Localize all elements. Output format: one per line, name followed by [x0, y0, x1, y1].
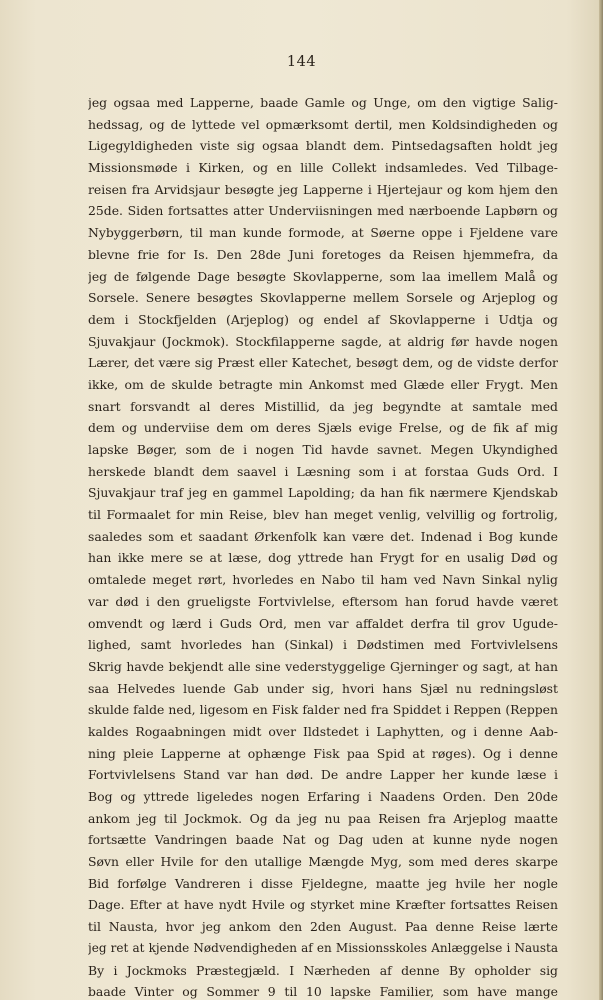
- text-line: Søvn eller Hvile for den utallige Mængde Myg, som med deres skarpe: [88, 854, 558, 870]
- text-line: jeg ret at kjende Nødvendigheden af en Missionsskoles Anlæggelse i Nausta: [88, 940, 558, 955]
- page-number: 144: [286, 54, 317, 70]
- body-text: [88, 92, 558, 1000]
- text-line: Lærer, det være sig Præst eller Katechet, besøgt dem, og de vidste derfor: [88, 355, 558, 371]
- text-line: ankom jeg til Jockmok. Og da jeg nu paa Reisen fra Arjeplog maatte: [88, 810, 558, 826]
- text-line: Nybyggerbørn, til man kunde formode, at Søerne oppe i Fjeldene vare: [88, 225, 558, 241]
- text-line: omtalede meget rørt, hvorledes en Nabo til ham ved Navn Sinkal nylig: [88, 572, 558, 588]
- text-line: saaledes som et saadant Ørkenfolk kan være det. Indenad i Bog kunde: [88, 528, 558, 544]
- text-line: Bog og yttrede ligeledes nogen Erfaring i Naadens Orden. Den 20de: [88, 789, 558, 804]
- text-line: fortsætte Vandringen baade Nat og Dag uden at kunne nyde nogen: [88, 832, 558, 848]
- text-line: Bid forfølge Vandreren i disse Fjeldegne, maatte jeg hvile her nogle: [88, 875, 558, 891]
- text-line: blevne frie for Is. Den 28de Juni foretoges da Reisen hjemmefra, da: [88, 246, 558, 262]
- text-line: Skrig havde bekjendt alle sine vederstyggelige Gjerninger og sagt, at han: [88, 658, 558, 674]
- text-line: ikke, om de skulde betragte min Ankomst med Glæde eller Frygt. Men: [88, 376, 558, 392]
- text-line: By i Jockmoks Præstegjæld. I Nærheden af denne By opholder sig: [88, 962, 558, 978]
- text-line: Sjuvakjaur traf jeg en gammel Lapolding; da han fik nærmere Kjendskab: [88, 485, 558, 501]
- text-line: Fortvivlelsens Stand var han død. De andre Lapper her kunde læse i: [88, 767, 558, 783]
- text-line: dem i Stockfjelden (Arjeplog) og endel af Skovlapperne i Udtja og: [88, 311, 558, 327]
- text-line: 25de. Siden fortsattes atter Underviisningen med nærboende Lapbørn og: [88, 203, 558, 219]
- text-line: herskede blandt dem saavel i Læsning som i at forstaa Guds Ord. I: [88, 463, 558, 479]
- text-line: omvendt og lærd i Guds Ord, men var affaldet derfra til grov Ugude-: [88, 615, 558, 631]
- text-line: snart forsvandt al deres Mistillid, da jeg begyndte at samtale med: [88, 398, 558, 414]
- text-line: han ikke mere se at læse, dog yttrede han Frygt for en usalig Død og: [88, 550, 558, 566]
- text-line: dem og underviise dem om deres Sjæls evige Frelse, og de fik af mig: [88, 420, 558, 436]
- text-line: hedssag, og de lyttede vel opmærksomt dertil, men Koldsindigheden og: [88, 116, 558, 132]
- text-line: Sorsele. Senere besøgtes Skovlapperne mellem Sorsele og Arjeplog og: [88, 290, 558, 306]
- page-edge: [599, 0, 603, 1000]
- text-line: Ligegyldigheden viste sig ogsaa blandt dem. Pintsedagsaften holdt jeg: [88, 138, 558, 154]
- text-line: saa Helvedes luende Gab under sig, hvori hans Sjæl nu redningsløst: [88, 680, 558, 696]
- text-line: lapske Bøger, som de i nogen Tid havde savnet. Megen Ukyndighed: [88, 442, 558, 457]
- text-line: reisen fra Arvidsjaur besøgte jeg Lapperne i Hjertejaur og kom hjem den: [88, 181, 558, 197]
- text-line: baade Vinter og Sommer 9 til 10 lapske Familier, som have mange: [88, 984, 558, 1000]
- text-line: Dage. Efter at have nydt Hvile og styrket mine Kræfter fortsattes Reisen: [88, 897, 558, 913]
- text-line: Missionsmøde i Kirken, og en lille Collekt indsamledes. Ved Tilbage-: [88, 160, 558, 176]
- text-line: kaldes Rogaabningen midt over Ildstedet i Laphytten, og i denne Aab-: [88, 723, 558, 739]
- text-line: var død i den grueligste Fortvivlelse, eftersom han forud havde været: [88, 593, 558, 609]
- text-line: jeg de følgende Dage besøgte Skovlapperne, som laa imellem Malå og: [88, 268, 558, 284]
- text-line: skulde falde ned, ligesom en Fisk falder ned fra Spiddet i Reppen (Reppen: [88, 702, 558, 718]
- text-line: ning pleie Lapperne at ophænge Fisk paa Spid at røges). Og i denne: [88, 745, 558, 761]
- text-line: til Nausta, hvor jeg ankom den 2den August. Paa denne Reise lærte: [88, 919, 558, 935]
- text-line: jeg ogsaa med Lapperne, baade Gamle og Unge, om den vigtige Salig-: [88, 95, 558, 110]
- text-line: lighed, samt hvorledes han (Sinkal) i Dødstimen med Fortvivlelsens: [88, 637, 558, 653]
- text-line: Sjuvakjaur (Jockmok). Stockfilapperne sagde, at aldrig før havde nogen: [88, 333, 558, 349]
- text-line: til Formaalet for min Reise, blev han meget venlig, velvillig og fortrolig,: [88, 507, 558, 523]
